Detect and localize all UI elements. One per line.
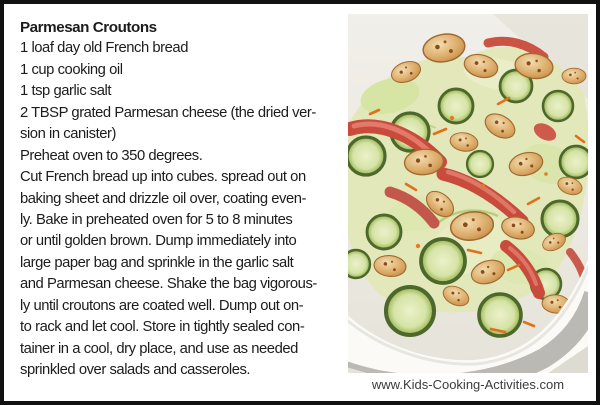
recipe-line: sion in canister): [20, 126, 116, 143]
website-url: www.Kids-Cooking-Activities.com: [371, 377, 565, 392]
recipe-line: sprinkled over salads and casseroles.: [20, 362, 251, 379]
recipe-line: and Parmesan cheese. Shake the bag vigorous-: [20, 276, 317, 293]
recipe-title: Parmesan Croutons: [20, 19, 157, 36]
recipe-line: Preheat oven to 350 degrees.: [20, 147, 203, 164]
recipe-line: ly. Bake in preheated oven for 5 to 8 minutes: [20, 211, 293, 228]
recipe-line: baking sheet and drizzle oil over, coating even-: [20, 190, 307, 207]
recipe-line: Cut French bread up into cubes. spread out on: [20, 169, 306, 186]
recipe-line: large paper bag and sprinkle in the garlic salt: [20, 254, 294, 271]
recipe-line: 2 TBSP grated Parmesan cheese (the dried ver-: [20, 104, 316, 121]
recipe-text: [20, 17, 350, 381]
recipe-line: or until golden brown. Dump immediately into: [20, 233, 297, 250]
recipe-lines: [20, 38, 350, 381]
salad-photo: [348, 14, 588, 373]
recipe-line: 1 cup cooking oil: [20, 61, 123, 78]
recipe-line: to rack and let cool. Store in tightly sealed con-: [20, 319, 305, 336]
recipe-line: 1 tsp garlic salt: [20, 83, 112, 100]
recipe-line: ly until croutons are coated well. Dump out on-: [20, 297, 304, 314]
recipe-line: 1 loaf day old French bread: [20, 40, 188, 57]
recipe-line: tainer in a cool, dry place, and use as needed: [20, 340, 298, 357]
